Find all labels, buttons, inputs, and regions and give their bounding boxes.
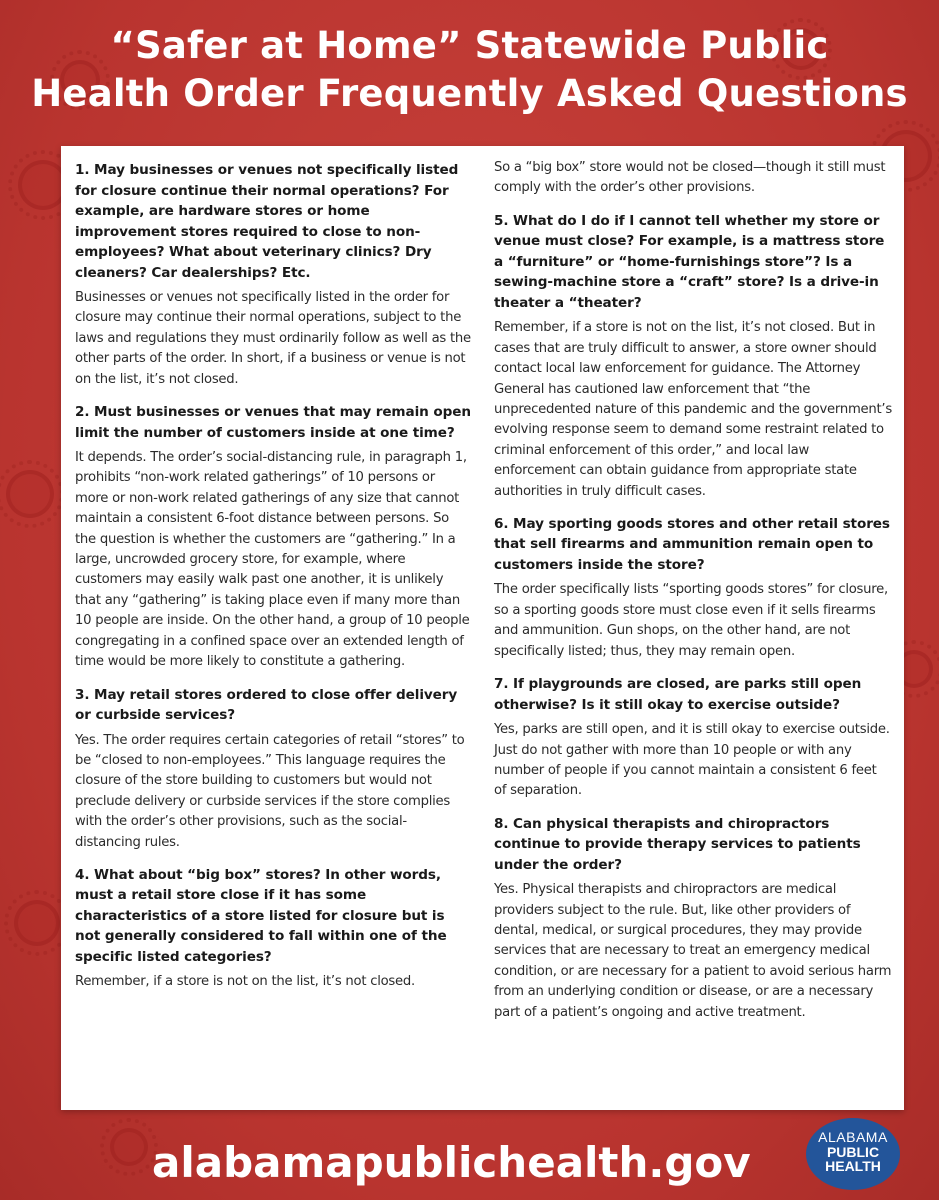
faq-question: 5. What do I do if I cannot tell whether my store or venue must close? For example, is a mattress store a “furniture” or “home-furnishings store”? Is a sewing-machine store a “craft” store? Is a drive-in theater a “theater? <box>494 212 885 311</box>
faq-answer: The order specifically lists “sporting goods stores” for closure, so a sporting goods store must close even if it sells firearms and ammunition. Gun shops, on the other hand, are not specifically listed; thus, they may remain open. <box>494 582 888 659</box>
faq-answer: Yes, parks are still open, and it is still okay to exercise outside. Just do not gather with more than 10 people or with any number of people if you cannot maintain a consistent 6 feet of separation. <box>494 722 890 799</box>
logo-text-public: PUBLIC <box>826 1144 880 1160</box>
faq-item-2 <box>75 402 471 672</box>
faq-question: 2. Must businesses or venues that may remain open limit the number of customers inside at one time? <box>75 404 471 441</box>
faq-answer: Yes. The order requires certain categories of retail “stores” to be “closed to non-employees.” This language requires the closure of the store building to customers but would not preclude delivery or curbside services if the store complies with the order’s other provisions, such as the social-distancing rules. <box>75 732 465 850</box>
faq-answer: Remember, if a store is not on the list, it’s not closed. But in cases that are truly difficult to answer, a store owner should contact local law enforcement for guidance. The Attorney General has cautioned law enforcement that “the unprecedented nature of this pandemic and the government’s evolving response seem to demand some restraint related to criminal enforcement of this order,” and local law enforcement can obtain guidance from appropriate state authorities in truly difficult cases. <box>494 320 892 499</box>
faq-item-4 <box>75 865 471 993</box>
website-url[interactable]: alabamapublichealth.gov <box>152 1138 751 1187</box>
faq-answer: Yes. Physical therapists and chiropractors are medical providers subject to the rule. But, like other providers of dental, medical, or surgical procedures, they may provide services that are necessary to treat an emergency medical condition, or are necessary for a patient to avoid serious harm from an underlying condition or disease, or are a necessary part of a patient’s ongoing and active treatment. <box>494 882 892 1020</box>
faq-answer: Remember, if a store is not on the list, it’s not closed. <box>75 974 415 990</box>
faq-question: 6. May sporting goods stores and other retail stores that sell firearms and ammunition remain open to customers inside the store? <box>494 515 890 573</box>
faq-item-8 <box>494 814 892 1023</box>
faq-panel <box>61 146 904 1110</box>
coronavirus-icon <box>6 470 54 518</box>
faq-answer: It depends. The order’s social-distancing rule, in paragraph 1, prohibits “non-work related gatherings” of 10 persons or more or non-work related gatherings of any size that cannot maintain a consistent 6-foot distance between persons. So the question is whether the customers are “gathering.” In a large, uncrowded grocery store, for example, where customers may easily walk past one another, it is unlikely that any “gathering” is taking place even if many more than 10 people are inside. On the other hand, a group of 10 people congregating in a confined space over an extended length of time would be more likely to constitute a gathering. <box>75 450 470 670</box>
title-line-2: Health Order Frequently Asked Questions <box>31 72 908 115</box>
coronavirus-icon <box>14 900 60 946</box>
faq-item-3 <box>75 685 471 853</box>
faq-item-7 <box>494 674 892 802</box>
faq-question: 3. May retail stores ordered to close offer delivery or curbside services? <box>75 686 458 723</box>
faq-answer-continued: So a “big box” store would not be closed—though it still must comply with the order’s other provisions. <box>494 160 886 196</box>
faq-answer: Businesses or venues not specifically listed in the order for closure may continue their normal operations, subject to the laws and regulations they must ordinarily follow as well as the other parts of the order. In short, if a business or venue is not on the list, it’s not closed. <box>75 290 471 387</box>
faq-item-1 <box>75 160 471 390</box>
logo-text-alabama: ALABAMA <box>818 1129 888 1145</box>
faq-question: 4. What about “big box” stores? In other words, must a retail store close if it has some characteristics of a store listed for closure but is not generally considered to fall within one of the specific listed categories? <box>75 866 447 965</box>
faq-column-right <box>494 158 892 1035</box>
page-title <box>0 22 939 118</box>
coronavirus-icon <box>110 1128 148 1166</box>
faq-question: 8. Can physical therapists and chiropractors continue to provide therapy services to patients under the order? <box>494 815 861 873</box>
logo-text-health: HEALTH <box>825 1158 881 1174</box>
faq-item-5 <box>494 211 892 502</box>
alabama-public-health-logo <box>806 1118 900 1190</box>
faq-question: 1. May businesses or venues not specifically listed for closure continue their normal operations? For example, are hardware stores or home improvement stores required to close to non-employees? What about veterinary clinics? Dry cleaners? Car dealerships? Etc. <box>75 162 459 281</box>
faq-column-left <box>75 160 471 1005</box>
title-line-1: “Safer at Home” Statewide Public <box>110 24 829 67</box>
faq-item-6 <box>494 514 892 662</box>
faq-question: 7. If playgrounds are closed, are parks still open otherwise? Is it still okay to exercise outside? <box>494 676 862 713</box>
